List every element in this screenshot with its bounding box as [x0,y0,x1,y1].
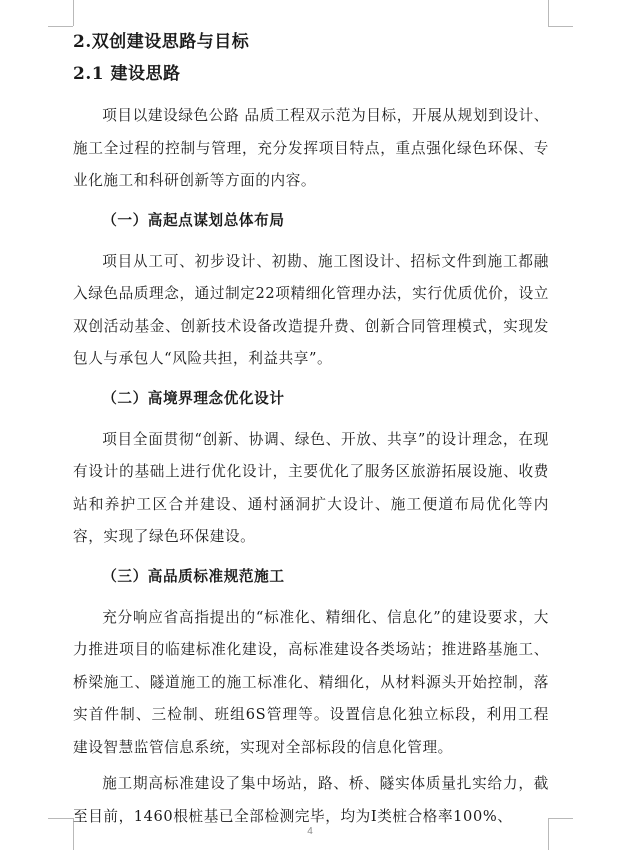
crop-mark-top-left-h [48,26,73,27]
document-body [73,28,549,833]
section-paragraph-2: 项目全面贯彻“创新、协调、绿色、开放、共享”的设计理念，在现有设计的基础上进行优化设计，主要优化了服务区旅游拓展设施、收费站和养护工区合并建设、通村涵洞扩大设计、施工便道布局优化等内容，实现了绿色环保建设。 [73,430,549,545]
crop-mark-top-right-v [548,0,549,26]
section-paragraph-1: 项目从工可、初步设计、初勘、施工图设计、招标文件到施工都融入绿色品质理念，通过制定22项精细化管理办法，实行优质优价，设立双创活动基金、创新技术设备改造提升费、创新合同管理模式，实现发包人与承包人“风险共担，利益共享”。 [73,252,549,367]
crop-mark-bottom-left-h [48,818,73,819]
section-title-1: （一）高起点谋划总体布局 [102,211,285,229]
closing-paragraph: 施工期高标准建设了集中场站，路、桥、隧实体质量扎实给力，截至目前，1460根桩基已全部检测完毕，均为I类桩合格率100%、 [73,775,549,825]
intro-paragraph: 项目以建设绿色公路 品质工程双示范为目标，开展从规划到设计、施工全过程的控制与管理，充分发挥项目特点，重点强化绿色环保、专业化施工和科研创新等方面的内容。 [73,107,549,189]
heading-level1: 2.双创建设思路与目标 [73,32,250,52]
crop-mark-top-right-h [548,26,573,27]
crop-mark-bottom-right-h [548,818,573,819]
section-title-3: （三）高品质标准规范施工 [102,567,285,585]
page-number: 4 [307,826,313,837]
section-paragraph-3: 充分响应省高指提出的“标准化、精细化、信息化”的建设要求，大力推进项目的临建标准化建设，高标准建设各类场站；推进路基施工、桥梁施工、隧道施工的施工标准化、精细化，从材料源头开始控制，落实首件制、三检制、班组6S管理等。设置信息化独立标段，利用工程建设智慧监管信息系统，实现对全部标段的信息化管理。 [73,608,549,756]
heading-level2: 2.1 建设思路 [73,64,181,84]
section-title-2: （二）高境界理念优化设计 [102,389,285,407]
crop-mark-top-left-v [73,0,74,26]
